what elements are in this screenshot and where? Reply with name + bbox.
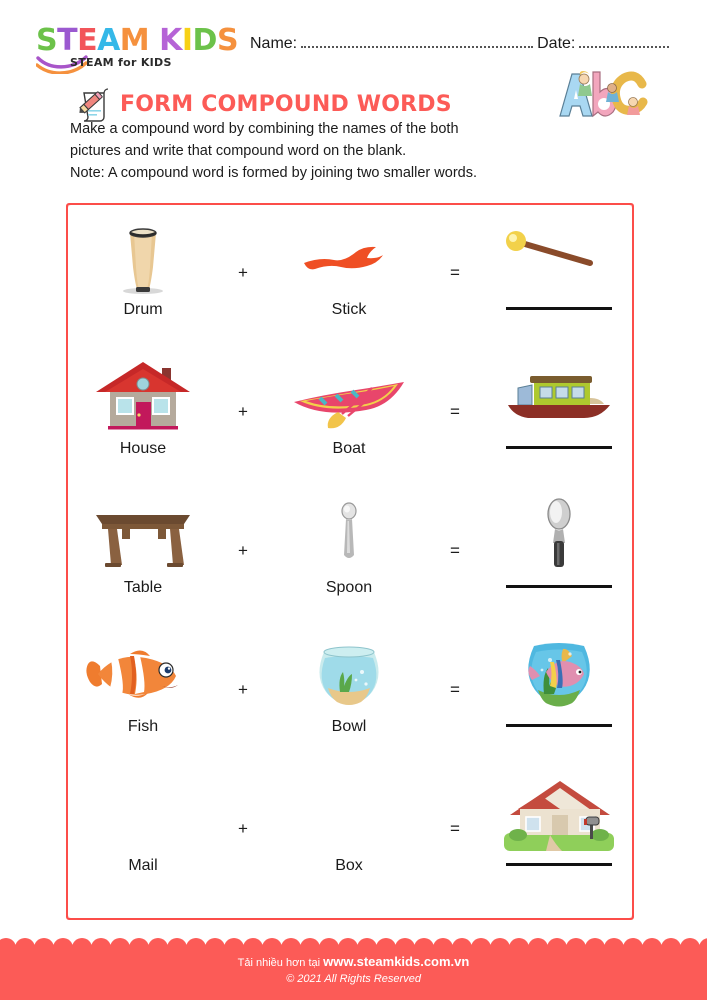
- canoe-boat-icon: [284, 358, 414, 436]
- equals-operator: =: [450, 819, 460, 838]
- clownfish-icon: [78, 636, 208, 714]
- scallop-bump: [528, 938, 548, 948]
- row-right-cell: [284, 767, 414, 892]
- steam-kids-logo: [36, 23, 239, 76]
- scallop-bump: [452, 938, 472, 948]
- scallop-bump: [547, 938, 567, 948]
- house-with-mailbox-icon: [494, 775, 624, 853]
- row-right-word: Stick: [331, 301, 367, 318]
- scallop-bump: [680, 938, 700, 948]
- row-right-word: Box: [335, 857, 363, 874]
- answer-blank[interactable]: [506, 863, 612, 866]
- scallop-bump: [509, 938, 529, 948]
- plus-operator: +: [238, 819, 248, 838]
- footer-website-line: [0, 954, 707, 969]
- scallop-bump: [300, 938, 320, 948]
- house-icon: [78, 358, 208, 436]
- spoon-icon: [284, 497, 414, 575]
- page-footer: [0, 947, 707, 1000]
- plus-operator: +: [238, 541, 248, 560]
- answer-blank[interactable]: [506, 585, 612, 588]
- instructions-text: [70, 118, 570, 184]
- row-left-cell: [78, 489, 208, 614]
- row-right-word: Bowl: [331, 718, 367, 735]
- answer-blank[interactable]: [506, 724, 612, 727]
- logo-letter-3: A: [97, 23, 120, 58]
- fish-in-bowl-icon: [494, 636, 624, 714]
- row-right-cell: [284, 489, 414, 614]
- wooden-table-icon: [78, 497, 208, 575]
- logo-tagline: STEAM for KIDS: [70, 56, 172, 69]
- row-left-cell: [78, 628, 208, 753]
- logo-letter-8: D: [192, 23, 217, 58]
- logo-letter-4: M: [119, 23, 150, 58]
- scallop-bump: [148, 938, 168, 948]
- tablespoon-icon: [494, 497, 624, 575]
- logo-letter-0: S: [36, 23, 58, 58]
- scallop-bump: [167, 938, 187, 948]
- scallop-bump: [623, 938, 643, 948]
- plus-operator: +: [238, 263, 248, 282]
- worksheet-row: [66, 211, 634, 336]
- row-right-cell: [284, 211, 414, 336]
- logo-wordmark: [36, 23, 239, 58]
- plus-operator: +: [238, 680, 248, 699]
- row-right-word: Spoon: [325, 579, 373, 596]
- name-date-fields: [250, 34, 690, 60]
- fish-in-bowl-icon: [494, 636, 624, 714]
- footer-copyright: © 2021 All Rights Reserved: [286, 973, 421, 985]
- scallop-bump: [319, 938, 339, 948]
- scallop-bump: [129, 938, 149, 948]
- logo-letter-5: [149, 26, 159, 56]
- fishbowl-icon: [284, 636, 414, 714]
- scallop-bump: [205, 938, 225, 948]
- scallop-bump: [110, 938, 130, 948]
- canoe-boat-icon: [284, 358, 414, 436]
- houseboat-icon: [494, 358, 624, 436]
- row-result-cell: [494, 211, 624, 336]
- footer-site-url[interactable]: www.steamkids.com.vn: [323, 954, 470, 969]
- equals-operator: =: [450, 541, 460, 560]
- instructions-line-1: Make a compound word by combining the names of the both: [70, 121, 459, 137]
- scallop-edge: [0, 938, 707, 948]
- row-left-cell: [78, 211, 208, 336]
- conga-drum-icon: [78, 219, 208, 297]
- drumstick-icon: [494, 219, 624, 297]
- date-label: Date:: [537, 35, 576, 52]
- worksheet-row: [66, 628, 634, 753]
- row-left-cell: [78, 767, 208, 892]
- fishbowl-icon: [284, 636, 414, 714]
- scallop-bump: [224, 938, 244, 948]
- worksheet-rows: [66, 203, 634, 920]
- logo-letter-2: E: [77, 23, 98, 58]
- scallop-bump: [262, 938, 282, 948]
- row-result-cell: [494, 489, 624, 614]
- houseboat-icon: [494, 358, 624, 436]
- drumstick-icon: [494, 219, 624, 297]
- scallop-bump: [395, 938, 415, 948]
- abc-blocks-icon: [550, 66, 650, 122]
- scallop-bump: [72, 938, 92, 948]
- stick-icon: [284, 219, 414, 297]
- name-label: Name:: [250, 35, 298, 52]
- scallop-bump: [0, 938, 16, 948]
- answer-blank[interactable]: [506, 307, 612, 310]
- wooden-table-icon: [78, 497, 208, 575]
- scallop-bump: [243, 938, 263, 948]
- row-result-cell: [494, 350, 624, 475]
- row-result-cell: [494, 767, 624, 892]
- house-with-mailbox-icon: [494, 775, 624, 853]
- row-result-cell: [494, 628, 624, 753]
- plus-operator: +: [238, 402, 248, 421]
- scallop-bump: [471, 938, 491, 948]
- worksheet-row: [66, 489, 634, 614]
- equals-operator: =: [450, 263, 460, 282]
- worksheet-row: [66, 350, 634, 475]
- stick-icon: [284, 219, 414, 297]
- scallop-bump: [699, 938, 707, 948]
- scallop-bump: [414, 938, 434, 948]
- scallop-bump: [91, 938, 111, 948]
- row-left-word: House: [119, 440, 167, 457]
- scallop-bump: [357, 938, 377, 948]
- scallop-bump: [433, 938, 453, 948]
- tablespoon-icon: [494, 497, 624, 575]
- scallop-bump: [566, 938, 586, 948]
- equals-operator: =: [450, 402, 460, 421]
- scallop-bump: [53, 938, 73, 948]
- equals-operator: =: [450, 680, 460, 699]
- worksheet-row: [66, 767, 634, 892]
- row-right-word: Boat: [332, 440, 366, 457]
- page-title: FORM COMPOUND WORDS: [120, 92, 452, 117]
- scallop-bump: [15, 938, 35, 948]
- scallop-bump: [186, 938, 206, 948]
- scallop-bump: [376, 938, 396, 948]
- scallop-bump: [34, 938, 54, 948]
- row-left-word: Table: [123, 579, 163, 596]
- logo-letter-9: S: [216, 23, 239, 58]
- name-input-line[interactable]: [301, 34, 533, 48]
- scallop-bump: [642, 938, 662, 948]
- answer-blank[interactable]: [506, 446, 612, 449]
- logo-letter-7: I: [181, 23, 193, 58]
- row-right-cell: [284, 628, 414, 753]
- logo-letter-1: T: [57, 23, 78, 58]
- row-left-word: Drum: [123, 301, 163, 318]
- house-icon: [78, 358, 208, 436]
- scallop-bump: [585, 938, 605, 948]
- clownfish-icon: [78, 636, 208, 714]
- spoon-icon: [284, 497, 414, 575]
- scallop-bump: [281, 938, 301, 948]
- row-left-word: Mail: [128, 857, 158, 874]
- instructions-line-3: Note: A compound word is formed by joining two smaller words.: [70, 165, 477, 181]
- row-right-cell: [284, 350, 414, 475]
- conga-drum-icon: [78, 219, 208, 297]
- date-input-line[interactable]: [579, 34, 669, 48]
- scallop-bump: [661, 938, 681, 948]
- row-left-word: Fish: [127, 718, 159, 735]
- scallop-bump: [490, 938, 510, 948]
- instructions-line-2: pictures and write that compound word on the blank.: [70, 143, 407, 159]
- scallop-bump: [338, 938, 358, 948]
- row-left-cell: [78, 350, 208, 475]
- scallop-bump: [604, 938, 624, 948]
- logo-letter-6: K: [159, 23, 182, 58]
- footer-prefix: Tải nhiều hơn tại: [237, 957, 324, 969]
